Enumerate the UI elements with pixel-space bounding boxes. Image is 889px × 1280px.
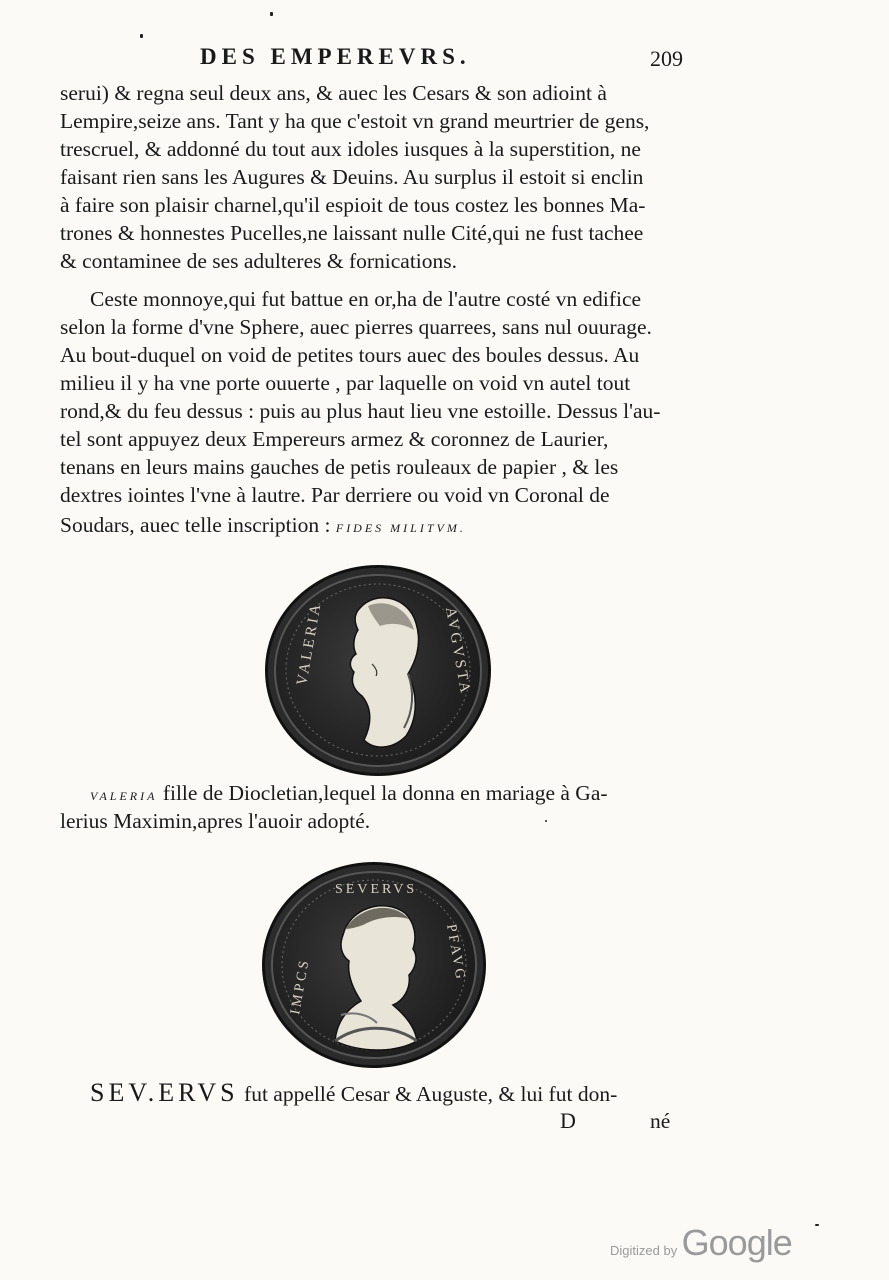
coin-valeria-portrait [268, 568, 488, 773]
text-line: selon la forme d'vne Sphere, auec pierres quarrees, sans nul ouurage. [60, 315, 652, 339]
text-line: Au bout-duquel on void de petites tours auec des boules dessus. Au [60, 343, 640, 367]
page-number: 209 [650, 46, 683, 71]
text-line: à faire son plaisir charnel,qu'il espioit de tous costez les bonnes Ma- [60, 193, 646, 217]
text-line: Ceste monnoye,qui fut battue en or,ha de l'autre costé vn edifice [90, 287, 642, 311]
catchword: né [650, 1109, 671, 1133]
text-line: trescruel, & addonné du tout aux idoles iusques à la superstition, ne [60, 137, 641, 161]
ink-speck [140, 34, 143, 38]
running-head: DES EMPEREVRS. [200, 44, 471, 69]
caption-name-spaced: SEV.ERVS [90, 1080, 239, 1107]
caption-severus [90, 1080, 690, 1107]
google-logo: Google [681, 1222, 792, 1263]
coin-legend-right: AVGVSTA [442, 605, 474, 697]
coin-severus [262, 862, 486, 1068]
text-fragment: Soudars, auec telle inscription : [60, 513, 331, 537]
caption-text: fille de Diocletian,lequel la donna en mariage à Ga- [162, 781, 608, 805]
text-line: faisant rien sans les Augures & Deuins. Au surplus il estoit si enclin [60, 165, 644, 189]
coin-severus-portrait [265, 865, 483, 1065]
coin-legend-top: SEVERVS [335, 882, 418, 897]
coin-legend-right: PFAVG [443, 923, 468, 983]
text-line: & contaminee de ses adulteres & fornications. [60, 249, 458, 273]
ink-speck [270, 12, 273, 16]
text-line: milieu il y ha vne porte ouuerte , par laquelle on void vn autel tout [60, 371, 631, 395]
text-line: trones & honnestes Pucelles,ne laissant nulle Cité,qui ne fust tachee [60, 221, 644, 245]
inscription-smallcaps: FIDES MILITVM. [335, 521, 466, 535]
caption-text: fut appellé Cesar & Auguste, & lui fut don- [244, 1082, 618, 1106]
text-line: dextres iointes l'vne à lautre. Par derriere ou void vn Coronal de [60, 483, 610, 507]
watermark-text: Digitized by [610, 1243, 678, 1258]
caption-name-smallcaps: VALERIA [90, 789, 158, 803]
text-line: tenans en leurs mains gauches de petis rouleaux de papier , & les [60, 455, 619, 479]
text-line: rond,& du feu dessus : puis au plus haut lieu vne estoille. Dessus l'au- [60, 399, 661, 423]
text-line-inscription [60, 512, 690, 541]
coin-valeria [265, 565, 491, 776]
signature-mark: D [560, 1108, 576, 1133]
text-line: tel sont appuyez deux Empereurs armez & coronnez de Laurier, [60, 427, 609, 451]
coin-legend-left: IMPCS [288, 956, 313, 1016]
text-line: Lempire,seize ans. Tant y ha que c'estoit vn grand meurtrier de gens, [60, 109, 650, 133]
coin-legend-left: VALERIA [294, 600, 325, 687]
text-line: serui) & regna seul deux ans, & auec les Cesars & son adioint à [60, 81, 607, 105]
ink-speck [545, 820, 547, 822]
caption-valeria-line2: lerius Maximin,apres l'auoir adopté. [60, 809, 371, 833]
caption-valeria [90, 780, 690, 809]
ink-speck [815, 1224, 819, 1226]
digitized-by-google-watermark [610, 1222, 792, 1264]
